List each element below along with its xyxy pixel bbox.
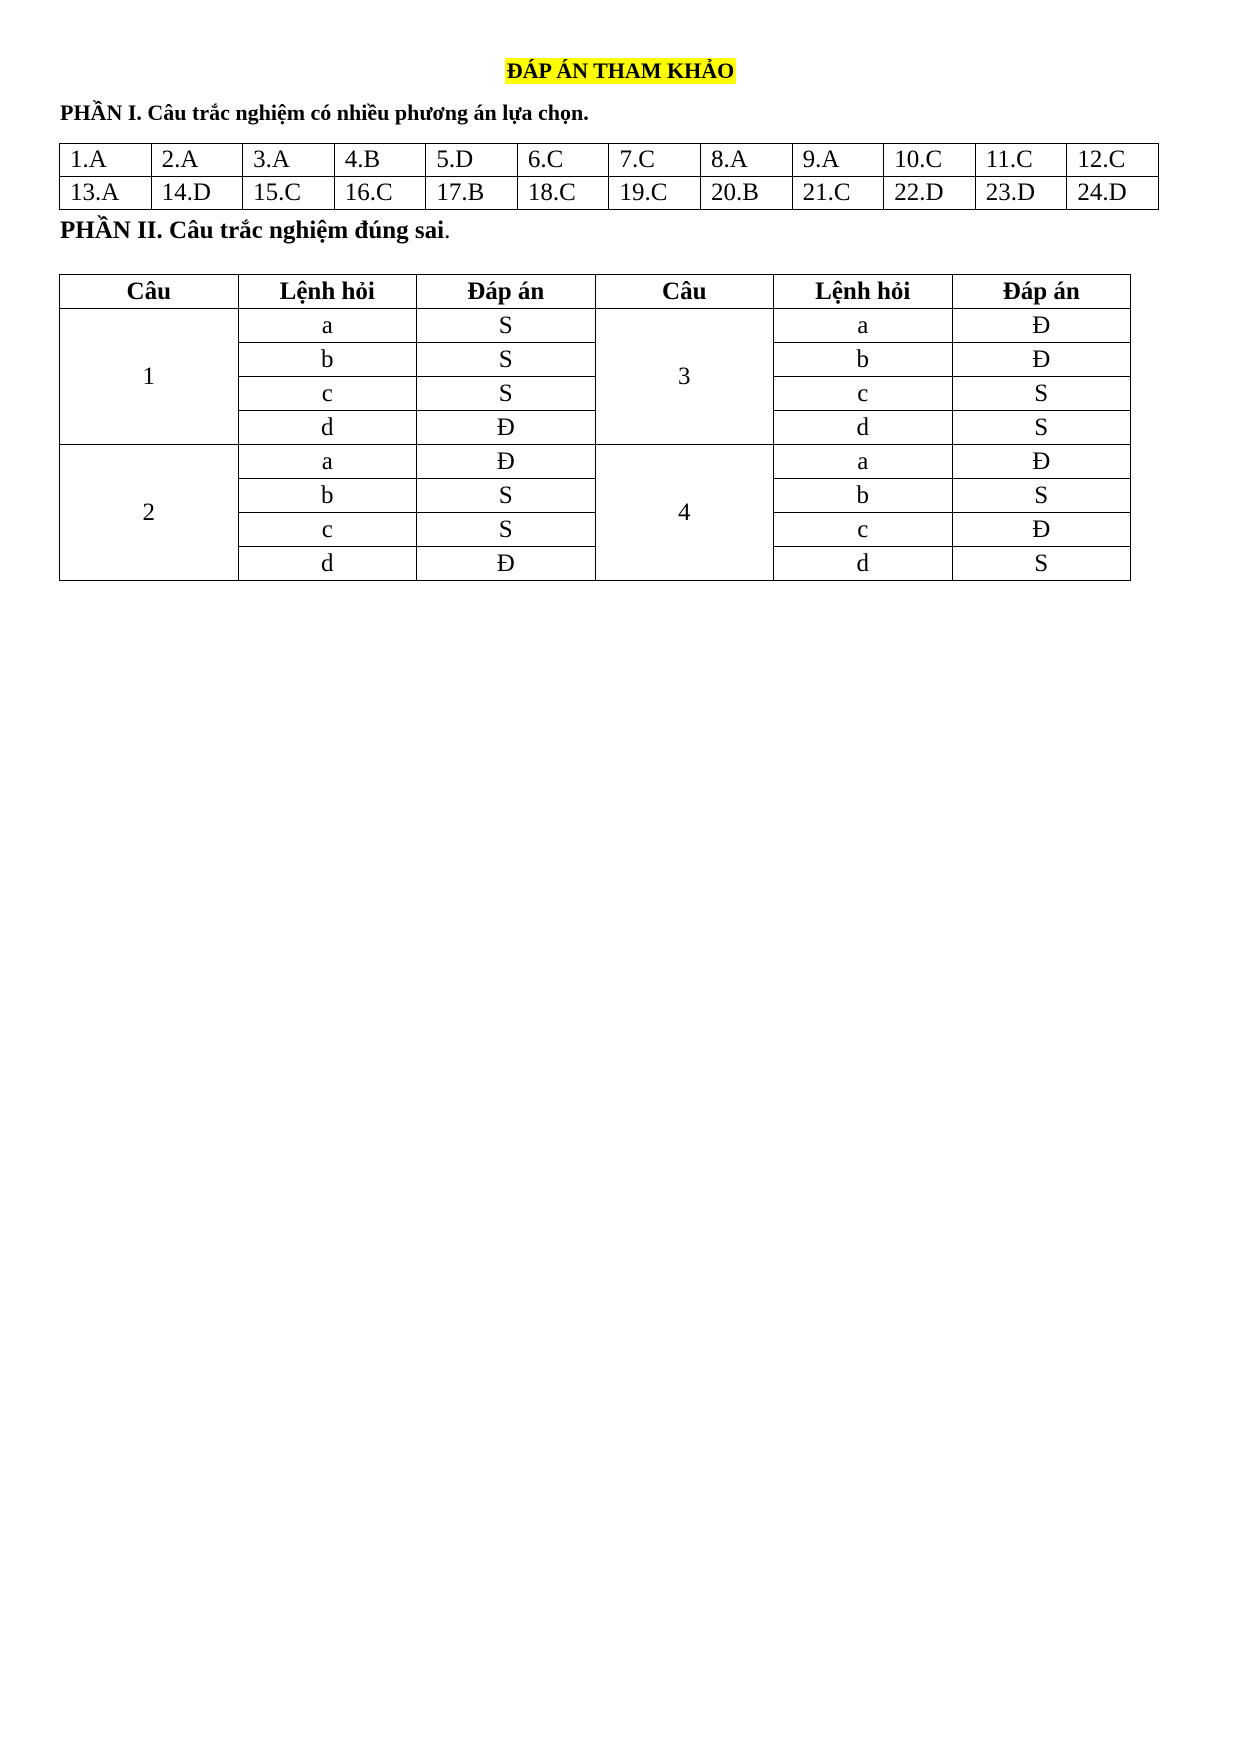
statement-letter-cell: a: [774, 445, 953, 479]
answer-cell: S: [952, 377, 1131, 411]
statement-letter-cell: a: [238, 309, 417, 343]
answer-cell: S: [417, 309, 596, 343]
answer-cell: 11.C: [975, 144, 1067, 177]
header-lenh-hoi: Lệnh hỏi: [774, 275, 953, 309]
table-row: [60, 177, 1159, 210]
title-wrap: [0, 58, 1241, 84]
answer-cell: 15.C: [243, 177, 335, 210]
header-dap-an: Đáp án: [417, 275, 596, 309]
answer-cell: Đ: [417, 547, 596, 581]
page-title: ĐÁP ÁN THAM KHẢO: [506, 58, 735, 83]
answer-cell: 6.C: [517, 144, 609, 177]
statement-letter-cell: c: [774, 377, 953, 411]
answer-cell: 10.C: [884, 144, 976, 177]
statement-letter-cell: d: [238, 547, 417, 581]
answer-cell: 9.A: [792, 144, 884, 177]
question-number-cell: 1: [60, 309, 239, 445]
statement-letter-cell: d: [774, 547, 953, 581]
header-dap-an: Đáp án: [952, 275, 1131, 309]
answer-cell: 2.A: [151, 144, 243, 177]
statement-letter-cell: b: [774, 479, 953, 513]
answer-cell: Đ: [952, 513, 1131, 547]
answer-cell: 24.D: [1067, 177, 1159, 210]
statement-letter-cell: b: [238, 343, 417, 377]
answer-cell: S: [417, 513, 596, 547]
answer-cell: 16.C: [334, 177, 426, 210]
statement-letter-cell: b: [774, 343, 953, 377]
answer-cell: 20.B: [701, 177, 793, 210]
answer-cell: 4.B: [334, 144, 426, 177]
statement-letter-cell: c: [238, 513, 417, 547]
statement-letter-cell: d: [238, 411, 417, 445]
multiple-choice-answer-table: [59, 143, 1159, 210]
answer-cell: S: [417, 343, 596, 377]
answer-cell: 21.C: [792, 177, 884, 210]
answer-cell: 5.D: [426, 144, 518, 177]
answer-cell: 8.A: [701, 144, 793, 177]
answer-cell: 13.A: [60, 177, 152, 210]
table-row: [60, 309, 1131, 343]
statement-letter-cell: b: [238, 479, 417, 513]
answer-cell: S: [952, 411, 1131, 445]
table-row: [60, 144, 1159, 177]
answer-cell: S: [417, 377, 596, 411]
header-lenh-hoi: Lệnh hỏi: [238, 275, 417, 309]
header-cau: Câu: [595, 275, 774, 309]
statement-letter-cell: a: [774, 309, 953, 343]
part2-heading-tail: .: [444, 217, 451, 244]
answer-cell: Đ: [952, 445, 1131, 479]
answer-cell: Đ: [417, 445, 596, 479]
header-cau: Câu: [60, 275, 239, 309]
answer-cell: Đ: [952, 309, 1131, 343]
answer-cell: 17.B: [426, 177, 518, 210]
question-number-cell: 3: [595, 309, 774, 445]
answer-cell: Đ: [952, 343, 1131, 377]
part1-heading: PHẦN I. Câu trắc nghiệm có nhiều phương án lựa chọn.: [60, 100, 589, 125]
table-header-row: [60, 275, 1131, 309]
statement-letter-cell: c: [774, 513, 953, 547]
answer-cell: 3.A: [243, 144, 335, 177]
answer-cell: 14.D: [151, 177, 243, 210]
true-false-answer-table: [59, 274, 1131, 581]
statement-letter-cell: d: [774, 411, 953, 445]
answer-cell: 18.C: [517, 177, 609, 210]
answer-cell: Đ: [417, 411, 596, 445]
statement-letter-cell: c: [238, 377, 417, 411]
part2-heading-label: PHẦN II. Câu trắc nghiệm đúng sai: [60, 217, 445, 244]
table-row: [60, 445, 1131, 479]
answer-cell: S: [952, 547, 1131, 581]
answer-cell: 19.C: [609, 177, 701, 210]
answer-cell: 22.D: [884, 177, 976, 210]
part2-heading: [60, 216, 450, 246]
answer-cell: 12.C: [1067, 144, 1159, 177]
statement-letter-cell: a: [238, 445, 417, 479]
answer-cell: S: [417, 479, 596, 513]
answer-cell: 7.C: [609, 144, 701, 177]
answer-cell: 23.D: [975, 177, 1067, 210]
answer-cell: 1.A: [60, 144, 152, 177]
answer-cell: S: [952, 479, 1131, 513]
question-number-cell: 2: [60, 445, 239, 581]
question-number-cell: 4: [595, 445, 774, 581]
